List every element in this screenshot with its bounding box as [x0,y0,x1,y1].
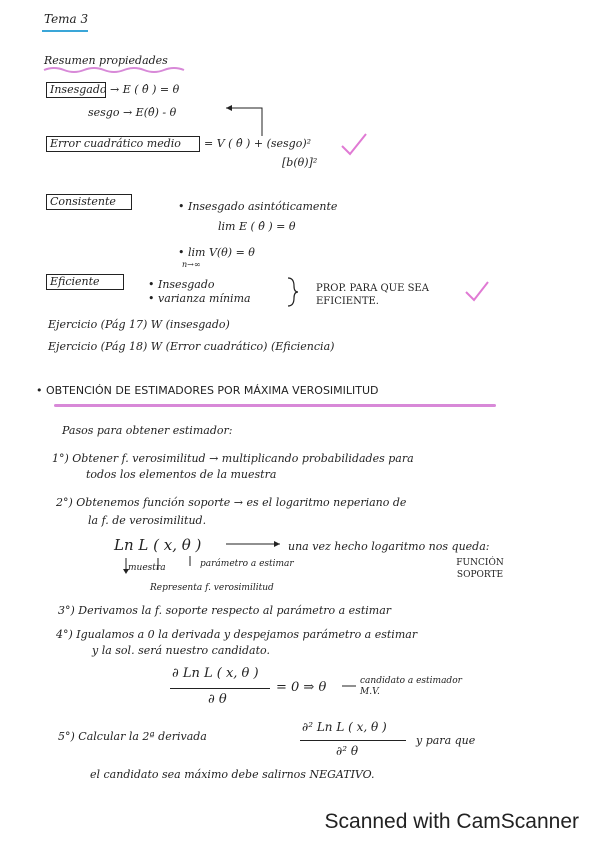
resumen-heading: Resumen propiedades [44,54,168,67]
step-1b: todos los elementos de la muestra [86,468,277,481]
step-4b: y la sol. será nuestro candidato. [92,644,270,657]
d2-num: ∂² Ln L ( x, θ ) [302,720,387,734]
ecm-formula2: [b(θ)]² [282,156,318,169]
step-5c: y para que [416,734,476,747]
eficiente-line2: • varianza mínima [148,292,251,305]
ln-representa: Representa f. verosimilitud [150,583,274,593]
ln-muestra: muestra [128,563,166,573]
step-1: 1°) Obtener f. verosimilitud → multiplicando probabilidades para [52,452,414,465]
check-icon [342,134,366,154]
ecm-label: Error cuadrático medio [50,137,181,150]
step-4: 4°) Igualamos a 0 la derivada y despejamos parámetro a estimar [56,628,418,641]
consistente-label: Consistente [50,195,116,208]
insesgado-formula: → E ( θ̂ ) = θ [110,83,180,96]
ln-funcion: FUNCIÓN SOPORTE [456,558,504,580]
step-2b: la f. de verosimilitud. [88,514,207,527]
insesgado-label: Insesgado [50,83,107,96]
page-title: Tema 3 [44,12,89,26]
pasos-intro: Pasos para obtener estimador: [62,424,233,437]
step-3: 3°) Derivamos la f. soporte respecto al parámetro a estimar [58,604,392,617]
eficiente-note: PROP. PARA QUE SEA EFICIENTE. [316,283,429,307]
consistente-line2: lim E ( θ̂ ) = θ [218,220,296,233]
consistente-line3: • lim V(θ) = θ [178,246,255,259]
eficiente-line1: • Insesgado [148,278,215,291]
deriv-note: candidato a estimador M.V. [360,676,462,697]
ejercicio-1: Ejercicio (Pág 17) W (insesgado) [48,318,230,331]
deriv-num: ∂ Ln L ( x, θ ) [172,666,259,681]
scanned-page [30,0,572,800]
d2-den: ∂² θ [336,744,359,758]
eficiente-label: Eficiente [50,275,100,288]
consistente-sub: n→∞ [182,260,201,269]
ejercicio-2: Ejercicio (Pág 18) W (Error cuadrático) (Eficiencia) [48,340,335,353]
ln-expr: Ln L ( x, θ ) [114,536,202,554]
mv-heading: • OBTENCIÓN DE ESTIMADORES POR MÁXIMA VEROSIMILITUD [36,384,379,397]
step-2: 2°) Obtenemos función soporte → es el logaritmo neperiano de [56,496,407,509]
step-5b: el candidato sea máximo debe salirnos NEGATIVO. [90,768,375,781]
annotation-strokes [30,0,572,800]
ecm-formula: = V ( θ̂ ) + (sesgo)² [204,137,312,150]
ln-arrow-text: una vez hecho logaritmo nos queda: [288,540,490,553]
ln-param: parámetro a estimar [200,559,294,569]
step-5: 5°) Calcular la 2ª derivada [58,730,207,743]
deriv-eq: = 0 ⇒ θ [276,680,327,695]
camscanner-footer: Scanned with CamScanner [324,810,579,833]
deriv-den: ∂ θ [208,692,227,707]
sesgo-formula: sesgo → E(θ̂) - θ [88,106,177,119]
consistente-line1: • Insesgado asintóticamente [178,200,338,213]
